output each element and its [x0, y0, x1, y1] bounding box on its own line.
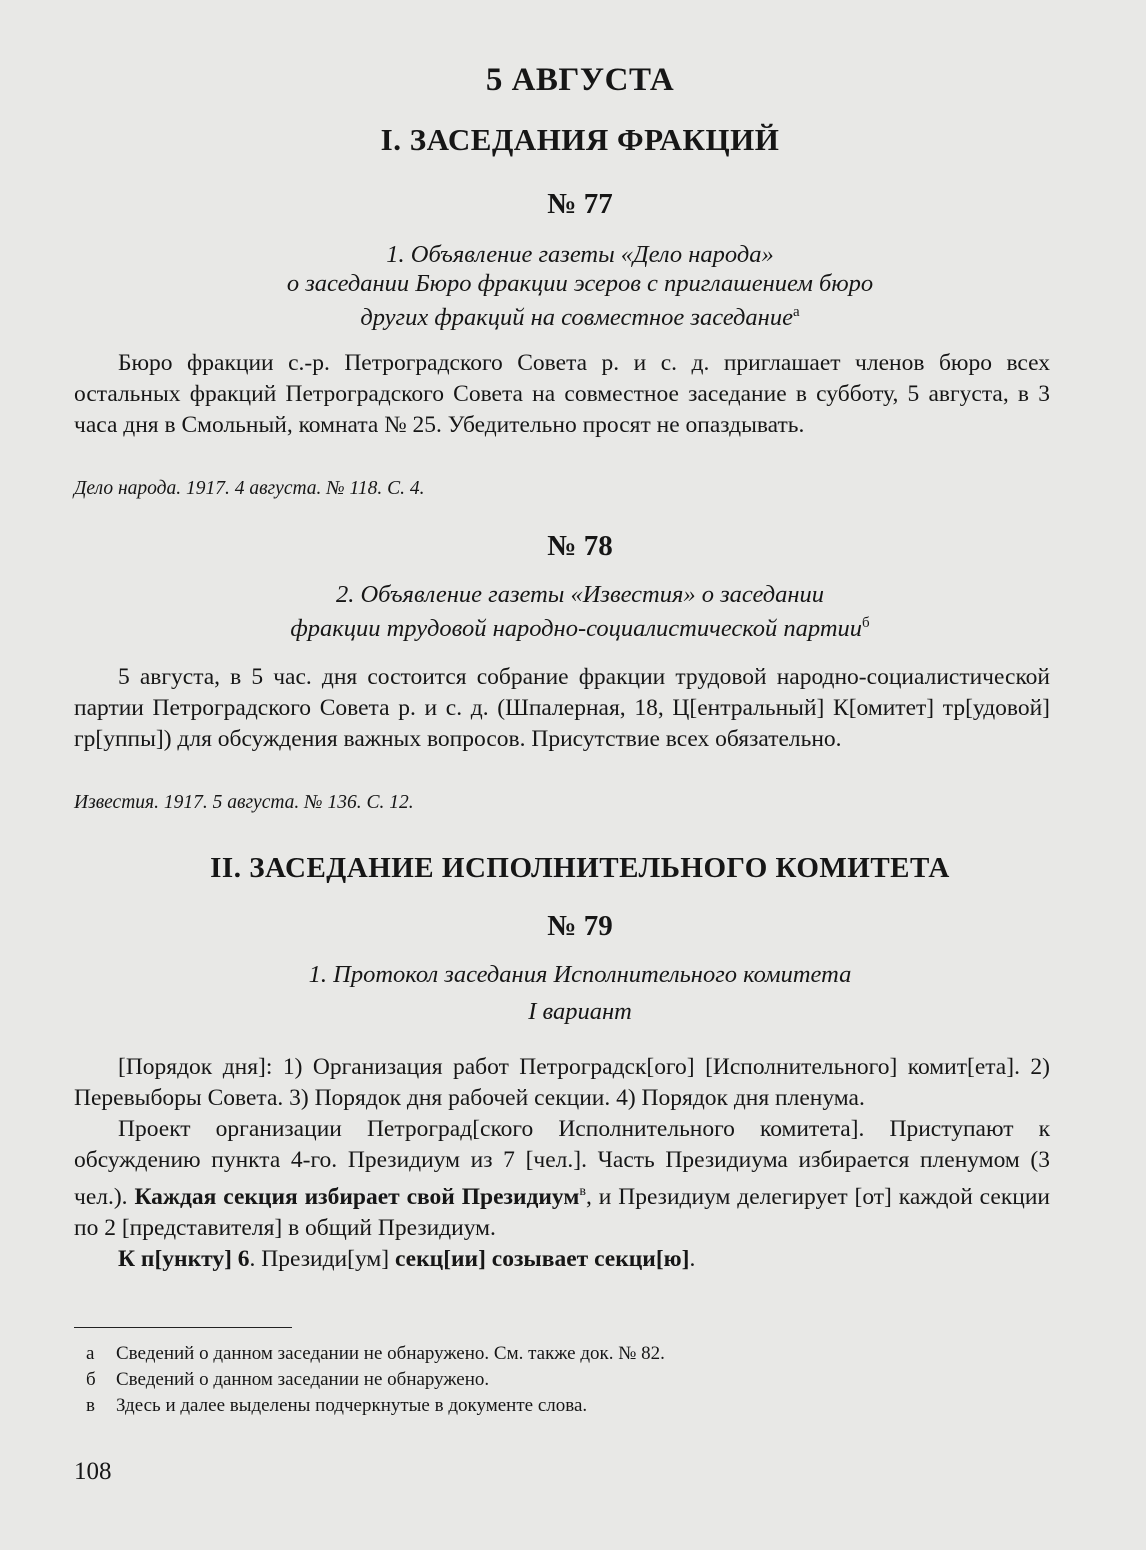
doc-title-line: 1. Протокол заседания Исполнительного комитета	[308, 961, 852, 988]
section-heading-factions: I. ЗАСЕДАНИЯ ФРАКЦИЙ	[380, 122, 780, 157]
doc-title-line	[130, 609, 1030, 643]
text-run: .	[689, 1245, 696, 1272]
doc-title-78	[130, 580, 1030, 643]
emphasis-text: Каждая секция избирает свой Президиум	[134, 1183, 580, 1210]
doc-number-78: № 78	[547, 530, 613, 562]
doc-title-77	[130, 240, 1030, 332]
doc-title-line: 1. Объявление газеты «Дело народа»	[386, 241, 774, 268]
footnote-text: Здесь и далее выделены подчеркнутые в документе слова.	[116, 1395, 588, 1416]
footnote-divider	[74, 1327, 292, 1328]
doc-title-line: 2. Объявление газеты «Известия» о заседании	[335, 581, 825, 608]
source-citation-77: Дело народа. 1917. 4 августа. № 118. С. 4.	[74, 478, 425, 499]
doc-title-79	[130, 960, 1030, 1026]
text-run: Проект организации Петроград[ского Исполнительного комитета]. Приступают к обсуждению пункта 4-го. Президиум из 7 [чел.]. Часть Президиума избирается пленумом (3 чел.).	[74, 1116, 1050, 1210]
emphasis-text: К п[ункту] 6	[118, 1245, 250, 1272]
doc-title-line	[130, 298, 1030, 332]
footnote-text: Сведений о данном заседании не обнаружено. См. также док. № 82.	[116, 1343, 665, 1364]
doc-title-text: фракции трудовой народно-социалистической партии	[290, 615, 863, 643]
paragraph: Бюро фракции с.-р. Петроградского Совета р. и с. д. приглашает членов бюро всех остальных фракций Петроградского Совета на совместное заседание в субботу, 5 августа, в 3 часа дня в Смольный, комната № 25. Убедительно просят не опаздывать.	[74, 350, 1050, 438]
text-run: . Президи[ум]	[249, 1245, 395, 1272]
doc-title-line: о заседании Бюро фракции эсеров с приглашением бюро	[286, 270, 874, 297]
footnote-mark: в	[86, 1395, 95, 1416]
source-citation-78: Известия. 1917. 5 августа. № 136. С. 12.	[74, 792, 414, 813]
paragraph-point6	[74, 1244, 1050, 1275]
footnote-mark: б	[86, 1369, 96, 1390]
doc-variant: I вариант	[528, 998, 632, 1025]
page-number: 108	[74, 1458, 112, 1485]
section-heading-executive: II. ЗАСЕДАНИЕ ИСПОЛНИТЕЛЬНОГО КОМИТЕТА	[210, 852, 950, 884]
footnotes	[86, 1341, 1026, 1419]
footnote-mark: а	[86, 1343, 95, 1364]
doc-number-79: № 79	[547, 910, 613, 942]
paragraph: 5 августа, в 5 час. дня состоится собрание фракции трудовой народно-социалистической партии Петроградского Совета р. и с. д. (Шпалерная, 18, Ц[ентральный] К[омитет] тр[удовой] гр[уппы]) для обсуждения важных вопросов. Присутствие всех обязательно.	[74, 664, 1050, 752]
doc-body-77	[74, 348, 1050, 441]
emphasis-text: секц[ии] созывает секци[ю]	[394, 1245, 690, 1272]
paragraph-organization	[74, 1114, 1050, 1244]
doc-body-79	[74, 1052, 1050, 1275]
doc-body-78	[74, 662, 1050, 755]
footnote-ref: в	[579, 1184, 586, 1199]
footnote	[86, 1341, 1026, 1367]
doc-title-text: других фракций на совместное заседание	[360, 304, 793, 332]
footnote	[86, 1367, 1026, 1393]
text-run: , и Президиум делегирует [от] каждой секции по 2 [представителя] в общий Президиум.	[74, 1183, 1050, 1241]
date-heading: 5 АВГУСТА	[485, 62, 675, 98]
footnote-ref: а	[792, 304, 800, 320]
footnote-text: Сведений о данном заседании не обнаружено.	[116, 1369, 490, 1390]
paragraph-agenda: [Порядок дня]: 1) Организация работ Петроградск[ого] [Исполнительного] комит[ета]. 2) Перевыборы Совета. 3) Порядок дня рабочей секции. 4) Порядок дня пленума.	[74, 1054, 1050, 1111]
footnote-ref: б	[862, 615, 870, 631]
footnote	[86, 1393, 1026, 1419]
doc-number-77: № 77	[547, 188, 613, 220]
